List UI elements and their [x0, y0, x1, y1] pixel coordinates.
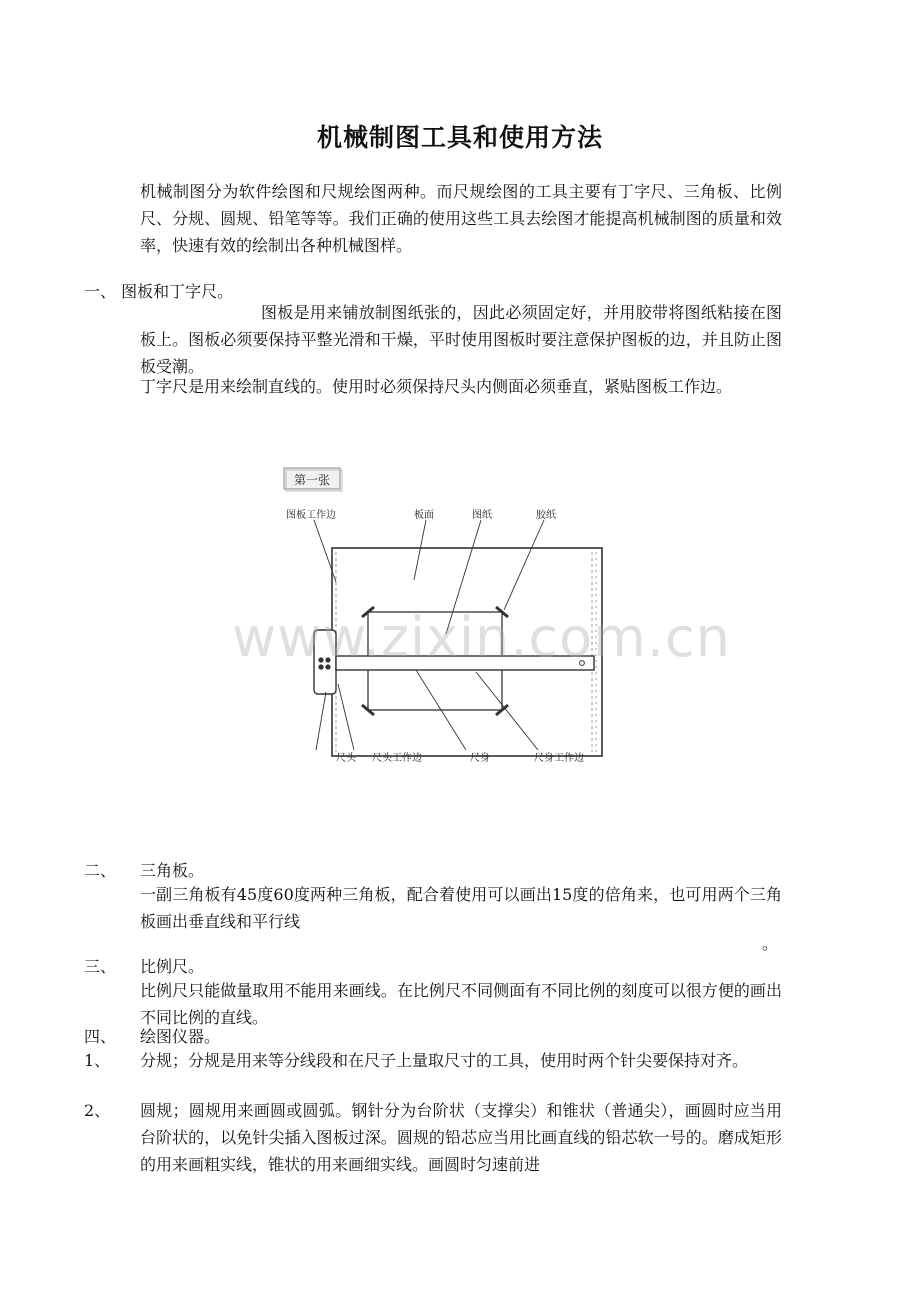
section2-number: 二、: [84, 861, 117, 880]
list-item-text: 圆规；圆规用来画圆或圆弧。钢针分为台阶状（支撑尖）和锥状（普通尖），画圆时应当用台阶状的，以免针尖插入图板过深。圆规的铅芯应当用比画直线的铅芯软一号的。磨成矩形的用来画粗实线，锥状的用来画细实线。画圆时匀速前进: [140, 1101, 782, 1174]
section2-trailing: 。: [762, 934, 779, 953]
list-item-text: 分规；分规是用来等分线段和在尺子上量取尺寸的工具，使用时两个针尖要保持对齐。: [140, 1051, 749, 1070]
section3-number: 三、: [84, 957, 117, 976]
watermark: www.zixin.com.cn: [232, 606, 731, 669]
label-paper: 图纸: [472, 510, 492, 521]
label-board-face: 板面: [414, 510, 434, 521]
section3-heading: 比例尺。: [140, 957, 205, 976]
label-head-edge: 尺头工作边: [372, 753, 422, 764]
figure-tab: [284, 468, 342, 491]
list-item-number: 2、: [84, 1101, 111, 1120]
section4-number: 四、: [84, 1027, 117, 1046]
section2-heading: 三角板。: [140, 861, 205, 880]
label-tape: 胶纸: [536, 510, 556, 521]
section2-body: 一副三角板有45度60度两种三角板，配合着使用可以画出15度的倍角来，也可用两个三角板画出垂直线和平行线: [140, 885, 782, 931]
section1-heading: 一、 图板和丁字尺。: [84, 282, 234, 301]
section1-tee-square: 丁字尺是用来绘制直线的。使用时必须保持尺头内侧面必须垂直，紧贴图板工作边。: [140, 377, 733, 396]
label-ruler-body: 尺身: [470, 753, 490, 764]
label-board-edge: 图板工作边: [286, 510, 336, 521]
section1-body: 图板是用来铺放制图纸张的，因此必须固定好，并用胶带将图纸粘接在图板上。图板必须要保持平整光滑和干燥，平时使用图板时要注意保护图板的边，并且防止图板受潮。: [140, 303, 782, 376]
label-ruler-head: 尺头: [336, 753, 356, 764]
figure-tab-label: 第一张: [293, 473, 331, 487]
list-item-number: 1、: [84, 1051, 111, 1070]
label-body-edge: 尺身工作边: [534, 753, 584, 764]
section4-heading: 绘图仪器。: [140, 1027, 221, 1046]
document-title: 机械制图工具和使用方法: [316, 123, 603, 152]
section3-body: 比例尺只能做量取用不能用来画线。在比例尺不同侧面有不同比例的刻度可以很方便的画出不同比例的直线。: [140, 981, 782, 1027]
intro-paragraph: 机械制图分为软件绘图和尺规绘图两种。而尺规绘图的工具主要有丁字尺、三角板、比例尺、分规、圆规、铅笔等等。我们正确的使用这些工具去绘图才能提高机械制图的质量和效率，快速有效的绘制出各种机械图样。: [140, 182, 782, 255]
